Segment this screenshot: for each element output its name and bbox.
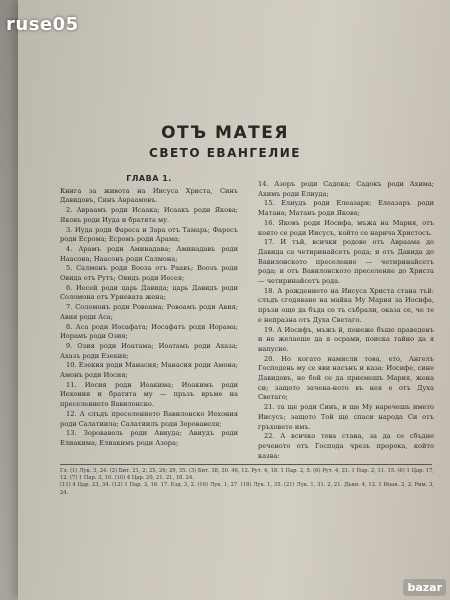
left-column-verse: 7. Соломонъ роди Ровоама; Ровоамъ роди Авия; Авия роди Аса;: [60, 303, 238, 321]
chapter-heading: ГЛАВА 1.: [126, 174, 172, 183]
book-title: ОТЪ МАТЕЯ: [161, 123, 289, 143]
footnotes: [60, 468, 434, 497]
left-column-verse: 12. А слъдъ преселението Вавилонско Иехония роди Салатиила; Салатиилъ роди Зоровавеля;: [60, 409, 238, 428]
footnote-line: Гл. (1) Лук. 3, 24. (2) Бит. 21, 2; 25, 26; 29, 35. (3) Бит. 38, 30. 46, 12. Рут. 4, 18. 1 Пар. 2, 5. (6) Рут. 4, 21. 1 Пар. 2, 11. 15. (6) 1 Цар. 17, 12. (7) 1 Пар. 3, 10. (10) 4 Цар. 20, 21. 21, 18. 24.: [60, 468, 434, 482]
right-column-verse: 18. А рождението на Иисуса Христа стана тъй: слъдъ сгодяване на майка Му Мария за Иосифа, пръзи още да бъда се тъ събрали, оказа се, че те е непразна отъ Духа Светаго.: [258, 286, 434, 324]
left-column-verse: 5. Салмонъ роди Вооза отъ Раавъ; Воозъ роди Овида отъ Рутъ; Овидъ роди Иесея;: [60, 264, 238, 283]
watermark: ruse05: [6, 14, 79, 35]
footnote-divider: [60, 464, 432, 465]
right-column-verse: 15. Елиудъ роди Елеазаря; Елеазаръ роди Матана; Матанъ роди Якова;: [258, 199, 434, 218]
right-verses: [258, 180, 434, 461]
right-column-verse: 16. Яковъ роди Иосифа, мъжа на Мария, отъ която се роди Иисусъ, който се нарича Христосъ.: [258, 218, 434, 237]
right-column-verse: 22. А всичко това стана, за да се сбъдне реченото отъ Господа чрезъ пророка, който казва:: [258, 432, 434, 460]
left-column-verse: 9. Озия роди Иоатама; Иоатамъ роди Ахаза; Ахазъ роди Езекия;: [60, 341, 238, 360]
watermark-bottom: bazar: [403, 579, 446, 596]
left-column-verse: 2. Авраамъ роди Исаака; Исаакъ роди Якова; Яковъ роди Иуда и братята му.: [60, 206, 238, 224]
right-column-verse: 17. И тъй, всички родове отъ Авраама до Давида са четиринайсетъ рода; и отъ Давида до Вавилонското преселение — четиринайсетъ рода; и отъ Вавилонското преселение до Христа — четиринайсетъ рода.: [258, 238, 434, 286]
left-column-verse: 11. Иосия роди Иоакима; Иоакимъ роди Иехония и братята му — пръзъ връме на преселението Вавилонско.: [60, 380, 238, 409]
left-column-verse: 4. Арамъ роди Аминадава; Аминадавъ роди Наасона; Наасонъ роди Салмона;: [60, 244, 238, 263]
right-column-verse: 20. Но когато намисли това, ето, Ангелъ Господень му се яви насънъ и каза: Иосифе, сине Давидовъ, не бой се да приемешъ Мария, жена си; защото зачена-ното въ нея е отъ Духа Светаго;: [258, 354, 434, 402]
left-column-verse: 8. Аса роди Иосафата; Иосафатъ роди Иорама; Иорамъ роди Озия;: [60, 322, 238, 341]
left-verses: [60, 187, 238, 449]
left-column-verse: 10. Езекия роди Манасия; Манасия роди Амона; Амонъ роди Иосия;: [60, 361, 238, 380]
left-column-verse: Книга за живота на Иисуса Христа, Синъ Давидовъ, Синъ Авраамовъ.: [60, 186, 238, 205]
footnote-line: (11) 4 Цар. 23, 34. (12) 1 Пар. 3, 16. 17. Езд. 3, 2. (16) Лук. 1, 27. (18) Лук. 1, 35. (21) Лук. 1, 31. 2, 21. Дъян. 4, 12. 1 Иоан. 2, 2. Рим. 3, 24.: [60, 482, 434, 496]
right-column: [258, 180, 434, 461]
right-column-verse: 21. та ще роди Синъ, и ще Му наречешъ името Иисусъ; защото Той ще спаси народа Си отъ гръховете имъ.: [258, 403, 434, 431]
book-subtitle: СВЕТО ЕВАНГЕЛИЕ: [149, 146, 301, 160]
left-column-verse: 6. Иесей роди царь Давида; царь Давидъ роди Соломона отъ Уриевата жена;: [60, 283, 238, 302]
left-column-verse: 3. Иуда роди Фареса и Зара отъ Тамарь; Фаресъ роди Есрома; Есромъ роди Арама;: [60, 225, 238, 244]
right-column-verse: 19. А Иосифъ, мъжъ й, понеже бъше праведенъ и не желаеше да я осрами, поиска тайно да я напусне.: [258, 325, 434, 353]
left-column-verse: 13. Зоровавель роди Авиуда; Авиудъ роди Елиакима; Елиакимъ роди Азора;: [60, 429, 238, 447]
right-column-verse: 14. Азоръ роди Садока; Садокъ роди Ахима; Ахимъ роди Елиуда;: [258, 180, 434, 198]
left-column: [60, 174, 238, 449]
